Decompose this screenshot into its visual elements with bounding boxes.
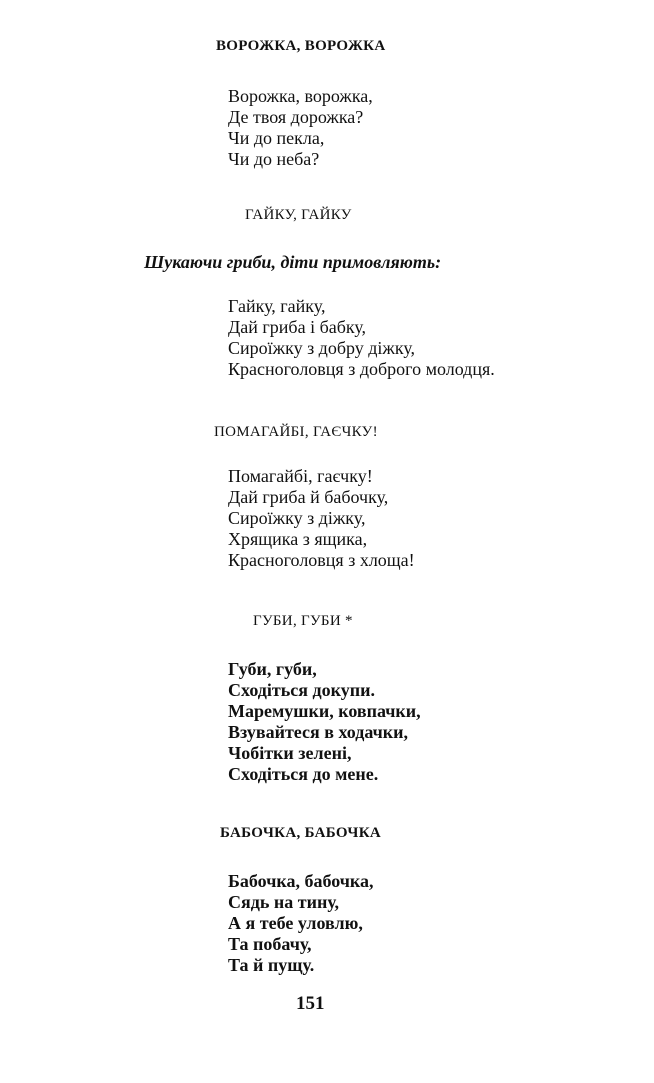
poem-title-huby: ГУБИ, ГУБИ * — [253, 613, 353, 629]
verse-line: Взувайтеся в ходачки, — [228, 722, 409, 742]
poem-verse-pomahaibi — [228, 466, 415, 571]
verse-line: Ворожка, ворожка, — [228, 86, 373, 106]
verse-line: Чи до пекла, — [228, 128, 325, 148]
poem-title-vorozhka: ВОРОЖКА, ВОРОЖКА — [216, 38, 386, 54]
verse-line: Сядь на тину, — [228, 892, 340, 912]
verse-line: Сходіться до мене. — [228, 764, 379, 784]
page-number: 151 — [296, 993, 325, 1014]
verse-line: Дай гриба й бабочку, — [228, 487, 389, 507]
verse-line: Сироїжку з діжку, — [228, 508, 366, 528]
verse-line: Та й пущу. — [228, 955, 315, 975]
verse-line: Помагайбі, гаєчку! — [228, 466, 373, 486]
verse-line: Де твоя дорожка? — [228, 107, 364, 127]
verse-line: Маремушки, ковпачки, — [228, 701, 421, 721]
poem-title-babochka: БАБОЧКА, БАБОЧКА — [220, 825, 382, 841]
verse-line: Красноголовця з доброго молодця. — [228, 359, 495, 379]
verse-line: А я тебе уловлю, — [228, 913, 363, 933]
poem-verse-vorozhka — [228, 86, 373, 170]
verse-line: Чобітки зелені, — [228, 743, 352, 763]
poem-verse-haiku — [228, 296, 495, 380]
poem-verse-babochka — [228, 871, 374, 976]
verse-line: Сходіться докупи. — [228, 680, 375, 700]
poem-verse-huby — [228, 659, 421, 785]
poem-title-pomahaibi: ПОМАГАЙБІ, ГАЄЧКУ! — [214, 424, 378, 440]
verse-line: Красноголовця з хлоща! — [228, 550, 415, 570]
verse-line: Та побачу, — [228, 934, 312, 954]
poem-title-haiku: ГАЙКУ, ГАЙКУ — [245, 207, 352, 223]
verse-line: Бабочка, бабочка, — [228, 871, 374, 891]
verse-line: Чи до неба? — [228, 149, 320, 169]
poem-intro-haiku: Шукаючи гриби, діти примовляють: — [144, 252, 442, 272]
verse-line: Сироїжку з добру діжку, — [228, 338, 416, 358]
verse-line: Хрящика з ящика, — [228, 529, 368, 549]
verse-line: Губи, губи, — [228, 659, 317, 679]
verse-line: Дай гриба і бабку, — [228, 317, 367, 337]
verse-line: Гайку, гайку, — [228, 296, 326, 316]
